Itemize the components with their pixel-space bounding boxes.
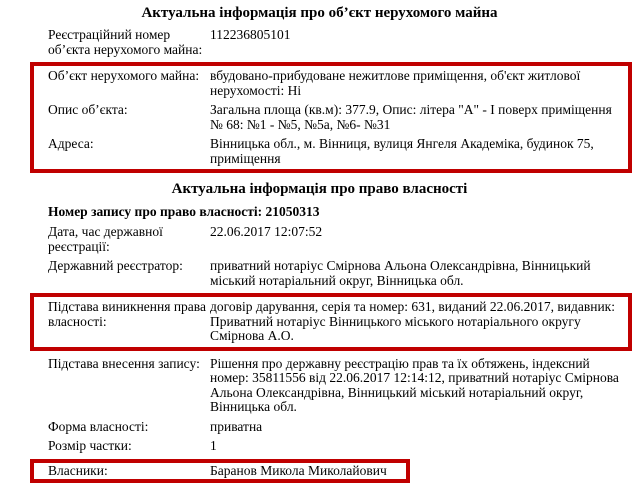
field-row-record-basis: [0, 357, 639, 415]
field-value: приватна: [210, 420, 639, 435]
field-label: Підстава внесення запису:: [48, 357, 210, 372]
field-value: Загальна площа (кв.м): 377.9, Опис: літера "А" - І поверх приміщення № 68: №1 - №5, №5а, №6- №31: [210, 103, 628, 132]
field-row-ownership-basis: [34, 300, 628, 344]
field-value: Рішення про державну реєстрацію прав та їх обтяжень, індексний номер: 35811556 від 22.06.2017 12:14:12, приватний нотаріус Смірнова Альона Олександрівна, Вінницький міський нотаріальний округ, Вінницька обл.: [210, 357, 639, 415]
field-label: Дата, час державної реєстрації:: [48, 225, 210, 254]
field-row-share-size: [0, 439, 639, 454]
field-label: Реєстраційний номер об’єкта нерухомого майна:: [48, 28, 210, 57]
field-value: приватний нотаріус Смірнова Альона Олександрівна, Вінницький міський нотаріальний округ, Вінницька обл.: [210, 259, 639, 288]
ownership-record-number: Номер запису про право власності: 21050313: [0, 204, 639, 219]
field-label: Власники:: [48, 464, 210, 479]
field-row-owners: [34, 464, 406, 479]
highlight-box-owners: [30, 459, 410, 483]
field-label: Адреса:: [48, 137, 210, 152]
property-section-title: Актуальна інформація про об’єкт нерухомого майна: [0, 5, 639, 22]
field-label: Державний реєстратор:: [48, 259, 210, 274]
ownership-section-title: Актуальна інформація про право власності: [0, 181, 639, 198]
field-label: Форма власності:: [48, 420, 210, 435]
field-row-property-object: [34, 69, 628, 98]
field-row-object-description: [34, 103, 628, 132]
field-row-registration-number: [0, 28, 639, 57]
field-label: Опис об’єкта:: [48, 103, 210, 118]
field-label: Об’єкт нерухомого майна:: [48, 69, 210, 84]
field-row-ownership-form: [0, 420, 639, 435]
field-value: 22.06.2017 12:07:52: [210, 225, 639, 240]
field-value: Вінницька обл., м. Вінниця, вулиця Янгеля Академіка, будинок 75, приміщення: [210, 137, 628, 166]
field-row-address: [34, 137, 628, 166]
highlight-box-property-details: [30, 62, 632, 173]
field-row-state-registrar: [0, 259, 639, 288]
field-label: Підстава виникнення права власності:: [48, 300, 210, 329]
field-value: 1: [210, 439, 639, 454]
field-value: Баранов Микола Миколайович: [210, 464, 406, 479]
highlight-box-ownership-basis: [30, 293, 632, 351]
field-value: 112236805101: [210, 28, 639, 43]
field-value: договір дарування, серія та номер: 631, виданий 22.06.2017, видавник: Приватний нотаріус Вінницького міського нотаріального округу Смірнова А.О.: [210, 300, 628, 344]
field-label: Розмір частки:: [48, 439, 210, 454]
field-value: вбудовано-прибудоване нежитлове приміщення, об'єкт житлової нерухомості: Ні: [210, 69, 628, 98]
field-row-registration-datetime: [0, 225, 639, 254]
